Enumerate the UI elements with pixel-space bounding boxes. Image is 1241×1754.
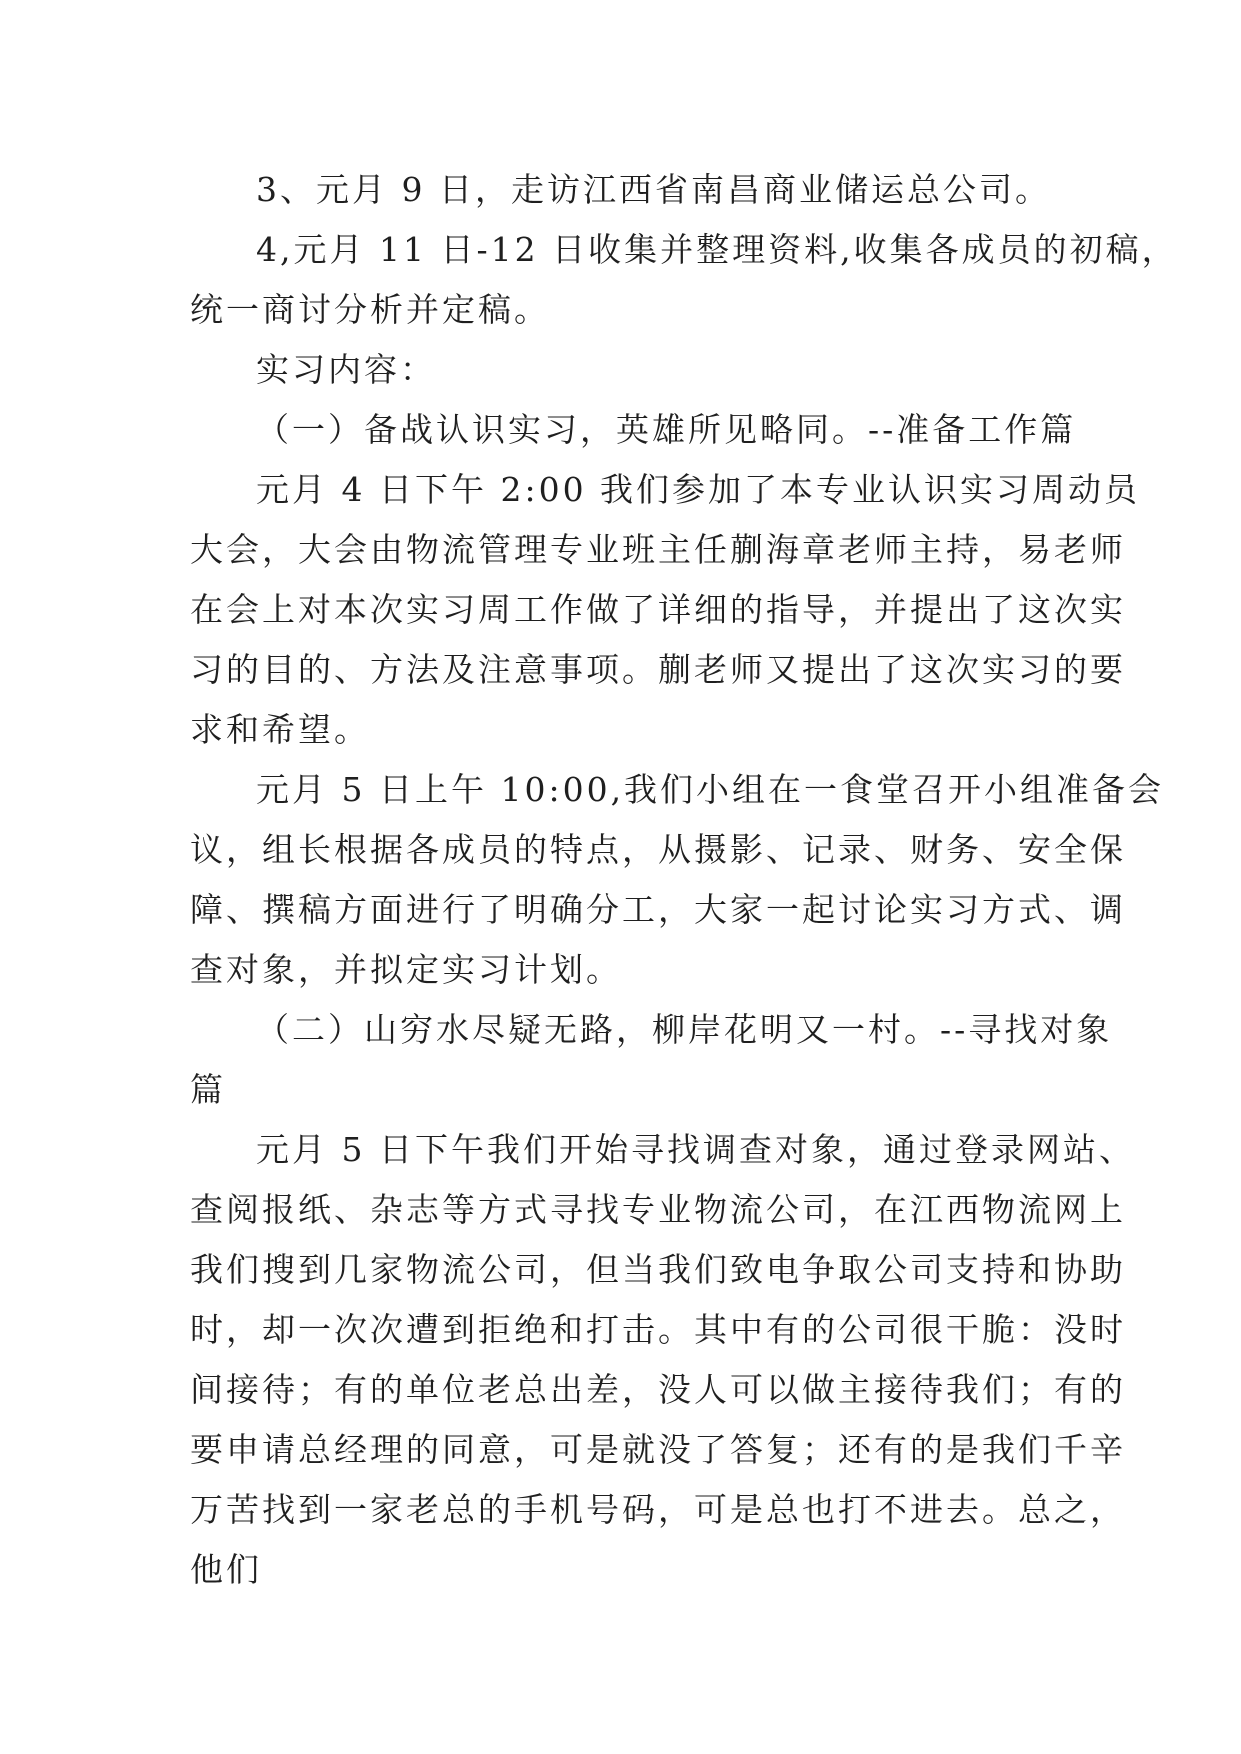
text-line: 我们搜到几家物流公司，但当我们致电争取公司支持和协助	[190, 1250, 1126, 1289]
text-line: 大会，大会由物流管理专业班主任蒯海章老师主持，易老师	[190, 530, 1126, 569]
section-heading-2: （二）山穷水尽疑无路，柳岸花明又一村。--寻找对象	[256, 1010, 1113, 1049]
text-line: 间接待；有的单位老总出差，没人可以做主接待我们；有的	[190, 1370, 1126, 1409]
text-line: 3、元月 9 日，走访江西省南昌商业储运总公司。	[256, 170, 1051, 209]
text-line: 元月 5 日上午 10:00,我们小组在一食堂召开小组准备会	[256, 770, 1165, 809]
text-line: 篇	[190, 1070, 226, 1109]
text-line: 习的目的、方法及注意事项。蒯老师又提出了这次实习的要	[190, 650, 1126, 689]
text-line: 在会上对本次实习周工作做了详细的指导，并提出了这次实	[190, 590, 1126, 629]
text-line: 求和希望。	[190, 710, 370, 749]
text-line: 4,元月 11 日-12 日收集并整理资料,收集各成员的初稿，	[256, 230, 1178, 269]
text-line: 要申请总经理的同意，可是就没了答复；还有的是我们千辛	[190, 1430, 1126, 1469]
text-line: 障、撰稿方面进行了明确分工，大家一起讨论实习方式、调	[190, 890, 1126, 929]
text-line: 元月 4 日下午 2:00 我们参加了本专业认识实习周动员	[256, 470, 1141, 509]
section-heading-1: （一）备战认识实习，英雄所见略同。--准备工作篇	[256, 410, 1077, 449]
text-line: 查阅报纸、杂志等方式寻找专业物流公司，在江西物流网上	[190, 1190, 1126, 1229]
text-line: 万苦找到一家老总的手机号码，可是总也打不进去。总之，	[190, 1490, 1126, 1529]
text-line: 查对象，并拟定实习计划。	[190, 950, 622, 989]
text-line: 时，却一次次遭到拒绝和打击。其中有的公司很干脆：没时	[190, 1310, 1126, 1349]
text-line: 他们	[190, 1550, 262, 1589]
document-body	[190, 160, 1178, 1600]
section-label: 实习内容：	[256, 350, 436, 389]
text-line: 元月 5 日下午我们开始寻找调查对象，通过登录网站、	[256, 1130, 1135, 1169]
text-line: 统一商讨分析并定稿。	[190, 290, 550, 329]
text-line: 议，组长根据各成员的特点，从摄影、记录、财务、安全保	[190, 830, 1126, 869]
